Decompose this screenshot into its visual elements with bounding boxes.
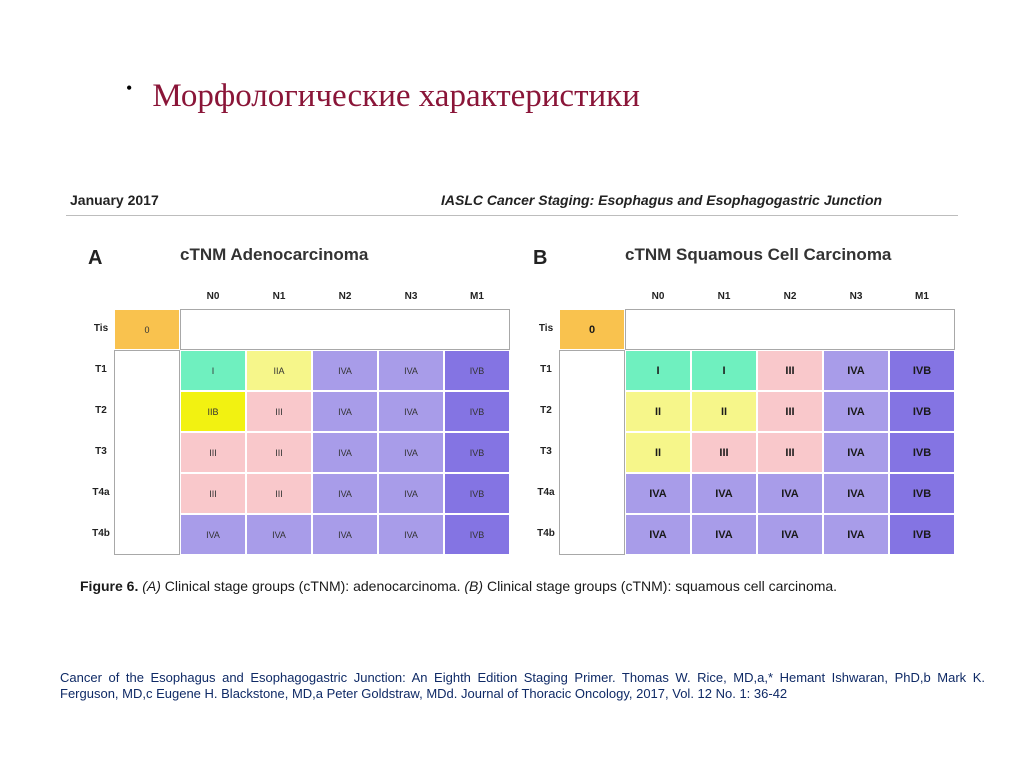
- stage-cell-tis: 0: [559, 309, 625, 350]
- stage-cell: III: [246, 391, 312, 432]
- slide-title: Морфологические характеристики: [152, 78, 640, 114]
- citation-text: Cancer of the Esophagus and Esophagogastric Junction: An Eighth Edition Staging Primer. Thomas W. Rice, MD,a,* Hemant Ishwaran, PhD,b Mark K. Ferguson, MD,c Eugene H. Blackstone, MD,a Peter Goldstraw, MDd. Journal of Thoracic Oncology, 2017, Vol. 12 No. 1: 36-42: [60, 670, 985, 701]
- panel-letter: A: [88, 247, 103, 269]
- staging-figure: [60, 185, 965, 603]
- caption-part-a-text: Clinical stage groups (cTNM): adenocarcinoma.: [160, 578, 465, 594]
- column-header-n1: N1: [717, 291, 731, 302]
- stage-cell: III: [246, 432, 312, 473]
- stage-cell: IIB: [180, 391, 246, 432]
- stage-cell: III: [757, 350, 823, 391]
- row-label-t2: T2: [95, 405, 107, 416]
- stage-cell: IVA: [312, 514, 378, 555]
- tis-empty-band: [180, 309, 510, 350]
- caption-part-b-tag: (B): [464, 578, 484, 594]
- caption-label: Figure 6.: [80, 578, 139, 594]
- row-label-tis: Tis: [93, 323, 109, 334]
- stage-cell: IVB: [889, 473, 955, 514]
- stage-cell: II: [625, 432, 691, 473]
- title-row: [126, 76, 640, 116]
- figure-caption: [80, 578, 837, 594]
- tis-empty-band: [625, 309, 955, 350]
- stage-cell: IVB: [444, 514, 510, 555]
- row-label-t1: T1: [95, 364, 107, 375]
- stage-cell: IVA: [180, 514, 246, 555]
- stage-cell: IVA: [757, 514, 823, 555]
- row-label-tis: Tis: [538, 323, 554, 334]
- stage-cell: III: [180, 432, 246, 473]
- stage-cell: IVA: [823, 350, 889, 391]
- stage-cell: IVA: [823, 391, 889, 432]
- row-label-t1: T1: [540, 364, 552, 375]
- stage-cell: IVA: [378, 473, 444, 514]
- stage-cell: IVA: [378, 432, 444, 473]
- column-header-n0: N0: [651, 291, 665, 302]
- empty-left-column: [114, 350, 180, 555]
- stage-cell: IVA: [823, 514, 889, 555]
- column-header-n3: N3: [849, 291, 863, 302]
- stage-cell: IVA: [691, 514, 757, 555]
- row-label-t2: T2: [540, 405, 552, 416]
- panel-title: cTNM Adenocarcinoma: [180, 245, 369, 264]
- bullet-marker: •: [126, 78, 133, 98]
- empty-left-column: [559, 350, 625, 555]
- stage-cell: IVB: [444, 432, 510, 473]
- stage-cell: IVB: [889, 350, 955, 391]
- caption-part-b-text: Clinical stage groups (cTNM): squamous cell carcinoma.: [483, 578, 838, 594]
- row-label-t4a: T4a: [537, 487, 555, 498]
- row-label-t3: T3: [95, 446, 107, 457]
- column-header-m1: M1: [915, 291, 929, 302]
- stage-cell: IVA: [625, 514, 691, 555]
- stage-cell: IVB: [889, 514, 955, 555]
- stage-cell: III: [757, 432, 823, 473]
- column-header-n2: N2: [783, 291, 797, 302]
- stage-cell: II: [691, 391, 757, 432]
- stage-cell: III: [757, 391, 823, 432]
- column-header-n0: N0: [206, 291, 220, 302]
- stage-cell: IVA: [246, 514, 312, 555]
- stage-cell: III: [691, 432, 757, 473]
- stage-cell: III: [180, 473, 246, 514]
- stage-cell: IVB: [889, 432, 955, 473]
- stage-cell: IVA: [312, 350, 378, 391]
- stage-cell: II: [625, 391, 691, 432]
- stage-cell: IVB: [444, 391, 510, 432]
- column-header-n3: N3: [404, 291, 418, 302]
- panel-title: cTNM Squamous Cell Carcinoma: [625, 245, 892, 264]
- stage-cell: IVA: [823, 432, 889, 473]
- stage-cell: I: [180, 350, 246, 391]
- stage-cell: IVA: [312, 473, 378, 514]
- stage-cell: I: [625, 350, 691, 391]
- stage-cell: IVA: [691, 473, 757, 514]
- figure-journal-header: IASLC Cancer Staging: Esophagus and Esophagogastric Junction: [441, 192, 883, 208]
- panel-letter: B: [533, 247, 548, 269]
- stage-cell-tis: 0: [114, 309, 180, 350]
- stage-cell: IVB: [444, 350, 510, 391]
- stage-cell: IVA: [625, 473, 691, 514]
- stage-cell: IVA: [378, 350, 444, 391]
- stage-cell: IVA: [378, 391, 444, 432]
- stage-cell: IVA: [312, 432, 378, 473]
- stage-cell: IVA: [757, 473, 823, 514]
- column-header-m1: M1: [470, 291, 484, 302]
- figure-header-rule: [66, 215, 958, 216]
- row-label-t4b: T4b: [537, 528, 555, 539]
- stage-cell: IVA: [378, 514, 444, 555]
- row-label-t4b: T4b: [92, 528, 110, 539]
- stage-cell: IVA: [312, 391, 378, 432]
- stage-cell: IVB: [889, 391, 955, 432]
- column-header-n1: N1: [272, 291, 286, 302]
- figure-date: January 2017: [70, 192, 159, 208]
- stage-cell: IIA: [246, 350, 312, 391]
- row-label-t3: T3: [540, 446, 552, 457]
- caption-part-a-tag: (A): [142, 578, 161, 594]
- column-header-n2: N2: [338, 291, 352, 302]
- stage-cell: IVA: [823, 473, 889, 514]
- stage-cell: III: [246, 473, 312, 514]
- stage-cell: I: [691, 350, 757, 391]
- row-label-t4a: T4a: [92, 487, 110, 498]
- stage-cell: IVB: [444, 473, 510, 514]
